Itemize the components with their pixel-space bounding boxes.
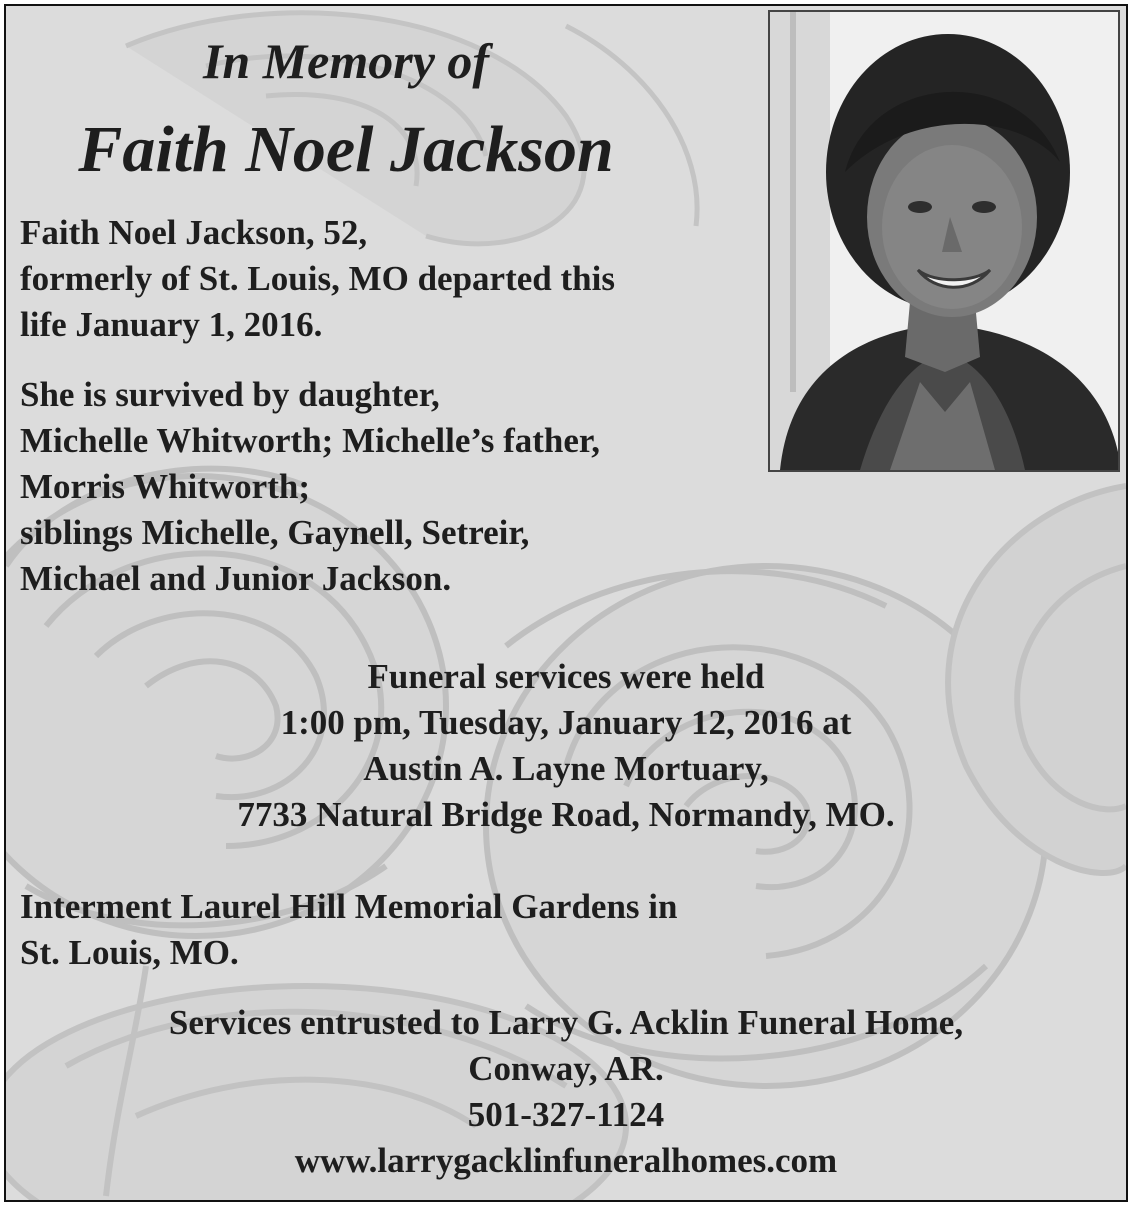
survivors-line: Michael and Junior Jackson. <box>20 559 452 598</box>
intro-line: Faith Noel Jackson, 52, <box>20 213 368 252</box>
survivors-paragraph <box>20 372 600 602</box>
survivors-line: She is survived by daughter, <box>20 375 440 414</box>
funeral-home-phone: 501-327-1124 <box>467 1095 665 1134</box>
in-memory-of-heading: In Memory of <box>202 33 490 89</box>
funeral-line: Austin A. Layne Mortuary, <box>363 749 769 788</box>
portrait-photo <box>768 10 1120 472</box>
intro-paragraph <box>20 210 615 348</box>
interment-paragraph <box>20 884 677 976</box>
portrait-illustration <box>770 12 1118 470</box>
interment-line: Interment Laurel Hill Memorial Gardens in <box>20 887 678 926</box>
obituary-card <box>4 4 1128 1202</box>
funeral-home-city: Conway, AR. <box>468 1049 664 1088</box>
funeral-home-website: www.larrygacklinfuneralhomes.com <box>294 1141 838 1180</box>
funeral-line: 7733 Natural Bridge Road, Normandy, MO. <box>237 795 895 834</box>
survivors-line: Michelle Whitworth; Michelle’s father, <box>20 421 600 460</box>
funeral-line: Funeral services were held <box>367 657 765 696</box>
survivors-line: siblings Michelle, Gaynell, Setreir, <box>20 513 530 552</box>
funeral-home-block <box>6 1000 1126 1184</box>
funeral-home-entrusted: Services entrusted to Larry G. Acklin Funeral Home, <box>168 1003 964 1042</box>
funeral-services-block <box>6 654 1126 838</box>
funeral-line: 1:00 pm, Tuesday, January 12, 2016 at <box>280 703 852 742</box>
intro-line: life January 1, 2016. <box>20 305 323 344</box>
deceased-name-title: Faith Noel Jackson <box>78 113 614 186</box>
survivors-line: Morris Whitworth; <box>20 467 310 506</box>
interment-line: St. Louis, MO. <box>20 933 239 972</box>
intro-line: formerly of St. Louis, MO departed this <box>20 259 615 298</box>
